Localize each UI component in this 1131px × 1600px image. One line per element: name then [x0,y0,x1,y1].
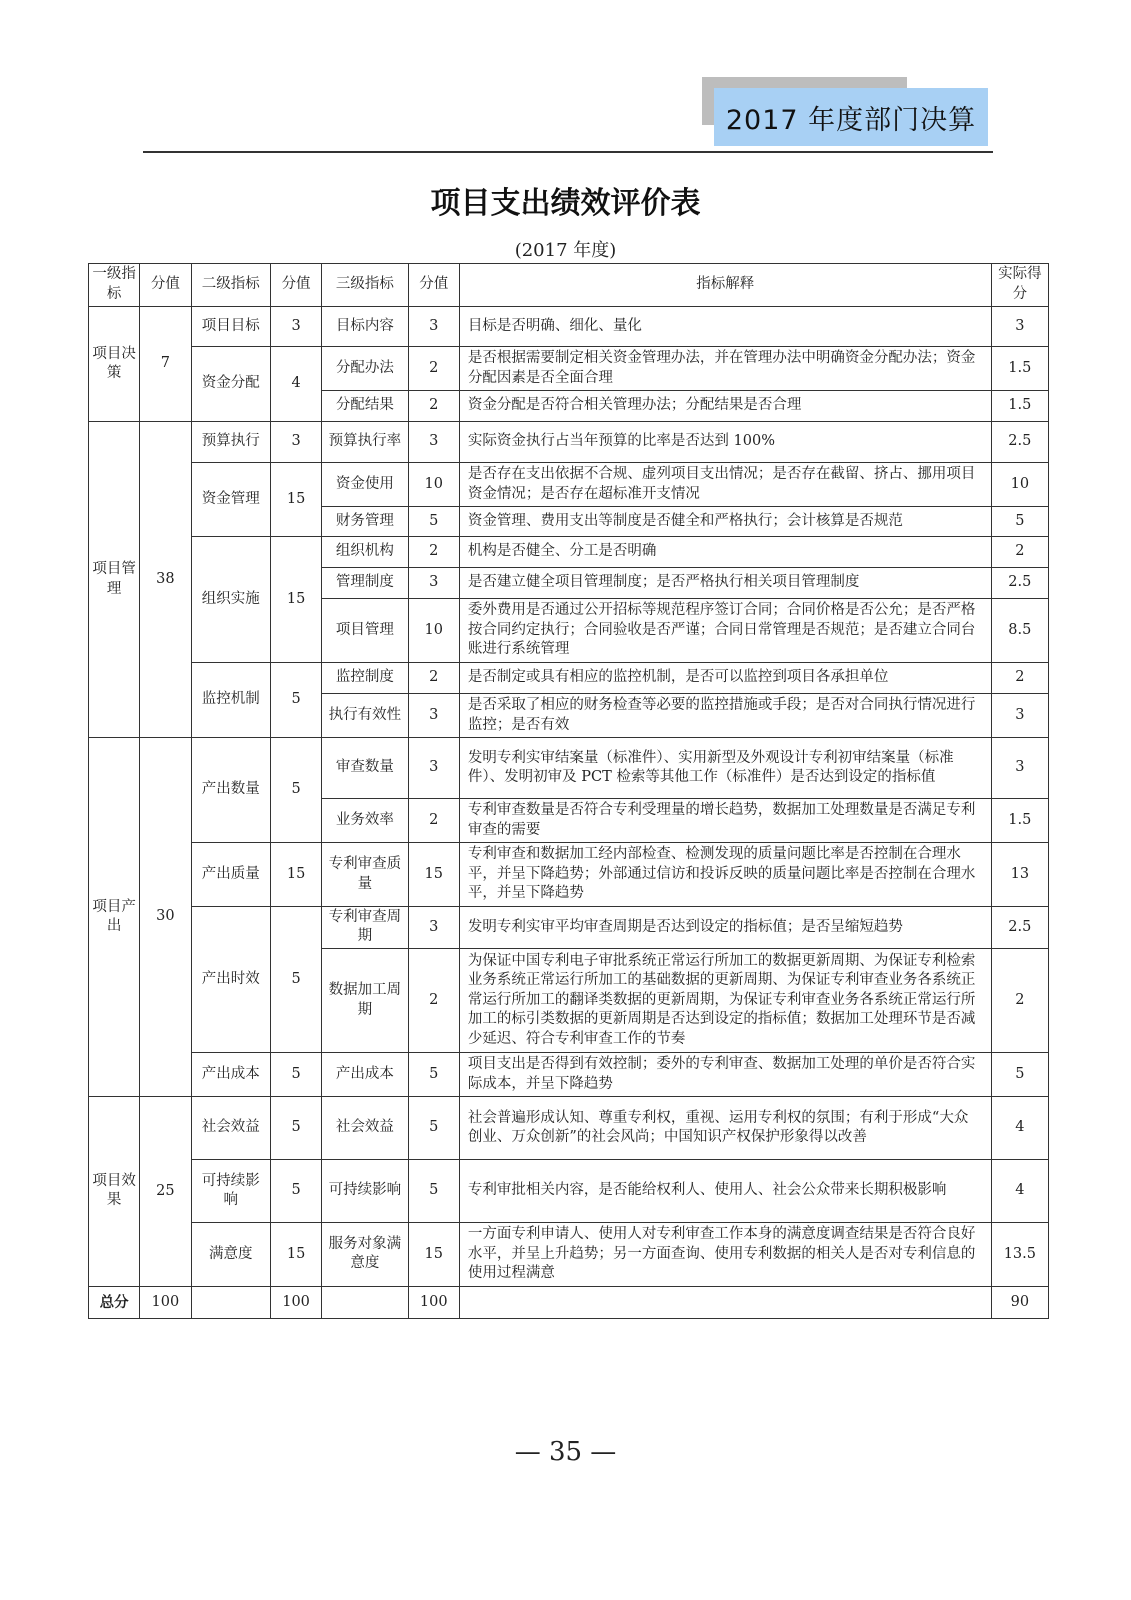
indicator-description: 是否存在支出依据不合规、虚列项目支出情况；是否存在截留、挤占、挪用项目资金情况；是否存在超标准开支情况 [459,463,991,507]
level2-score: 15 [270,1223,321,1287]
total-actual-score: 90 [991,1286,1048,1318]
level2-score: 5 [270,1160,321,1223]
column-header: 分值 [140,264,191,307]
level3-score: 2 [408,662,459,693]
level3-score: 3 [408,906,459,948]
level3-cell: 专利审查周期 [322,906,408,948]
actual-score: 2 [991,949,1048,1053]
total-level3-score: 100 [408,1286,459,1318]
page-title: 项目支出绩效评价表 [430,186,701,221]
actual-score: 8.5 [991,599,1048,663]
table-row [89,843,1049,907]
table-row [89,347,1049,391]
level2-score: 5 [270,1097,321,1160]
indicator-description: 委外费用是否通过公开招标等规范程序签订合同；合同价格是否公允；是否严格按合同约定执行；合同验收是否严谨；合同日常管理是否规范；是否建立合同台账进行系统管理 [459,599,991,663]
empty-cell [459,1286,991,1318]
table-row [89,662,1049,693]
level2-score: 15 [270,537,321,663]
level3-cell: 数据加工周期 [322,949,408,1053]
indicator-description: 是否制定或具有相应的监控机制，是否可以监控到项目各承担单位 [459,662,991,693]
column-header: 一级指标 [89,264,140,307]
table-row [89,1053,1049,1097]
column-header: 实际得分 [991,264,1048,307]
table-row [89,422,1049,463]
level2-cell: 产出时效 [191,906,270,1052]
level3-cell: 产出成本 [322,1053,408,1097]
actual-score: 1.5 [991,799,1048,843]
level3-cell: 管理制度 [322,568,408,599]
empty-cell [322,1286,408,1318]
actual-score: 10 [991,463,1048,507]
level2-score: 4 [270,347,321,422]
level3-score: 3 [408,568,459,599]
level3-score: 2 [408,949,459,1053]
level2-score: 5 [270,906,321,1052]
level2-score: 5 [270,662,321,737]
indicator-description: 项目支出是否得到有效控制；委外的专利审查、数据加工处理的单价是否符合实际成本，并呈下降趋势 [459,1053,991,1097]
level2-cell: 资金分配 [191,347,270,422]
level3-cell: 执行有效性 [322,693,408,737]
level3-score: 3 [408,422,459,463]
indicator-description: 实际资金执行占当年预算的比率是否达到 100% [459,422,991,463]
table-row [89,1097,1049,1160]
level3-cell: 组织机构 [322,537,408,568]
column-header: 分值 [270,264,321,307]
table-row [89,537,1049,568]
level2-cell: 资金管理 [191,463,270,537]
actual-score: 3 [991,738,1048,799]
table-row [89,1160,1049,1223]
column-header: 二级指标 [191,264,270,307]
header-rule [143,151,993,153]
level3-cell: 服务对象满意度 [322,1223,408,1287]
column-header: 三级指标 [322,264,408,307]
level1-score: 25 [140,1097,191,1287]
actual-score: 5 [991,507,1048,537]
level1-cell: 项目效果 [89,1097,140,1287]
level3-score: 2 [408,799,459,843]
level3-score: 5 [408,1160,459,1223]
level2-score: 3 [270,422,321,463]
total-row [89,1286,1049,1318]
level3-cell: 专利审查质量 [322,843,408,907]
level3-cell: 业务效率 [322,799,408,843]
actual-score: 2.5 [991,422,1048,463]
level3-score: 10 [408,463,459,507]
page-number: — 35 — [514,1437,617,1467]
evaluation-table [88,263,1049,1319]
actual-score: 3 [991,307,1048,347]
actual-score: 3 [991,693,1048,737]
level2-score: 15 [270,463,321,537]
level2-cell: 监控机制 [191,662,270,737]
level2-score: 3 [270,307,321,347]
table-row [89,738,1049,799]
level2-score: 15 [270,843,321,907]
actual-score: 4 [991,1160,1048,1223]
indicator-description: 是否采取了相应的财务检查等必要的监控措施或手段；是否对合同执行情况进行监控；是否有效 [459,693,991,737]
level2-cell: 满意度 [191,1223,270,1287]
indicator-description: 发明专利实审平均审查周期是否达到设定的指标值；是否呈缩短趋势 [459,906,991,948]
actual-score: 1.5 [991,391,1048,422]
actual-score: 13 [991,843,1048,907]
indicator-description: 社会普遍形成认知、尊重专利权，重视、运用专利权的氛围；有利于形成“大众创业、万众创新”的社会风尚；中国知识产权保护形象得以改善 [459,1097,991,1160]
indicator-description: 资金分配是否符合相关管理办法；分配结果是否合理 [459,391,991,422]
level1-cell: 项目决策 [89,307,140,422]
level3-score: 10 [408,599,459,663]
level2-cell: 组织实施 [191,537,270,663]
indicator-description: 为保证中国专利电子审批系统正常运行所加工的数据更新周期、为保证专利检索业务系统正常运行所加工的基础数据的更新周期、为保证专利审查业务各系统正常运行所加工的翻译类数据的更新周期，为保证专利审查业务各系统正常运行所加工的标引类数据的更新周期是否达到设定的指标值；数据加工处理环节是否减少延迟、符合专利审查工作的节奏 [459,949,991,1053]
level2-cell: 可持续影响 [191,1160,270,1223]
level3-score: 3 [408,738,459,799]
level2-cell: 预算执行 [191,422,270,463]
column-header: 指标解释 [459,264,991,307]
level3-cell: 分配结果 [322,391,408,422]
level3-score: 15 [408,1223,459,1287]
actual-score: 1.5 [991,347,1048,391]
level1-cell: 项目管理 [89,422,140,738]
level2-cell: 产出数量 [191,738,270,843]
indicator-description: 目标是否明确、细化、量化 [459,307,991,347]
table-row [89,307,1049,347]
indicator-description: 机构是否健全、分工是否明确 [459,537,991,568]
total-level1-score: 100 [140,1286,191,1318]
total-level2-score: 100 [270,1286,321,1318]
level2-cell: 社会效益 [191,1097,270,1160]
level3-cell: 监控制度 [322,662,408,693]
level1-score: 7 [140,307,191,422]
table-row [89,1223,1049,1287]
level3-score: 5 [408,1097,459,1160]
actual-score: 2 [991,537,1048,568]
level2-score: 5 [270,738,321,843]
level3-score: 5 [408,1053,459,1097]
level3-cell: 目标内容 [322,307,408,347]
level3-score: 2 [408,537,459,568]
level3-cell: 资金使用 [322,463,408,507]
level3-score: 5 [408,507,459,537]
table-header-row [89,264,1049,307]
indicator-description: 专利审查和数据加工经内部检查、检测发现的质量问题比率是否控制在合理水平，并呈下降趋势；外部通过信访和投诉反映的质量问题比率是否控制在合理水平，并呈下降趋势 [459,843,991,907]
header-banner: 2017 年度部门决算 [714,88,988,146]
indicator-description: 发明专利实审结案量（标准件）、实用新型及外观设计专利初审结案量（标准件）、发明初审及 PCT 检索等其他工作（标准件）是否达到设定的指标值 [459,738,991,799]
total-label: 总分 [89,1286,140,1318]
level1-score: 30 [140,738,191,1097]
indicator-description: 是否建立健全项目管理制度；是否严格执行相关项目管理制度 [459,568,991,599]
actual-score: 4 [991,1097,1048,1160]
level3-cell: 分配办法 [322,347,408,391]
indicator-description: 是否根据需要制定相关资金管理办法，并在管理办法中明确资金分配办法；资金分配因素是否全面合理 [459,347,991,391]
level3-score: 3 [408,307,459,347]
level3-cell: 审查数量 [322,738,408,799]
empty-cell [191,1286,270,1318]
level3-cell: 预算执行率 [322,422,408,463]
table-row [89,906,1049,948]
level3-score: 2 [408,347,459,391]
indicator-description: 专利审查数量是否符合专利受理量的增长趋势，数据加工处理数量是否满足专利审查的需要 [459,799,991,843]
actual-score: 5 [991,1053,1048,1097]
indicator-description: 一方面专利申请人、使用人对专利审查工作本身的满意度调查结果是否符合良好水平，并呈上升趋势；另一方面查询、使用专利数据的相关人是否对专利信息的使用过程满意 [459,1223,991,1287]
actual-score: 13.5 [991,1223,1048,1287]
level2-cell: 产出成本 [191,1053,270,1097]
level3-cell: 项目管理 [322,599,408,663]
level3-cell: 社会效益 [322,1097,408,1160]
column-header: 分值 [408,264,459,307]
level1-cell: 项目产出 [89,738,140,1097]
level3-score: 3 [408,693,459,737]
level3-cell: 可持续影响 [322,1160,408,1223]
actual-score: 2.5 [991,568,1048,599]
level2-cell: 项目目标 [191,307,270,347]
page-subtitle: (2017 年度) [514,240,617,261]
level1-score: 38 [140,422,191,738]
level3-cell: 财务管理 [322,507,408,537]
actual-score: 2 [991,662,1048,693]
level3-score: 15 [408,843,459,907]
indicator-description: 专利审批相关内容，是否能给权利人、使用人、社会公众带来长期积极影响 [459,1160,991,1223]
table-row [89,463,1049,507]
level2-score: 5 [270,1053,321,1097]
indicator-description: 资金管理、费用支出等制度是否健全和严格执行；会计核算是否规范 [459,507,991,537]
level3-score: 2 [408,391,459,422]
level2-cell: 产出质量 [191,843,270,907]
actual-score: 2.5 [991,906,1048,948]
